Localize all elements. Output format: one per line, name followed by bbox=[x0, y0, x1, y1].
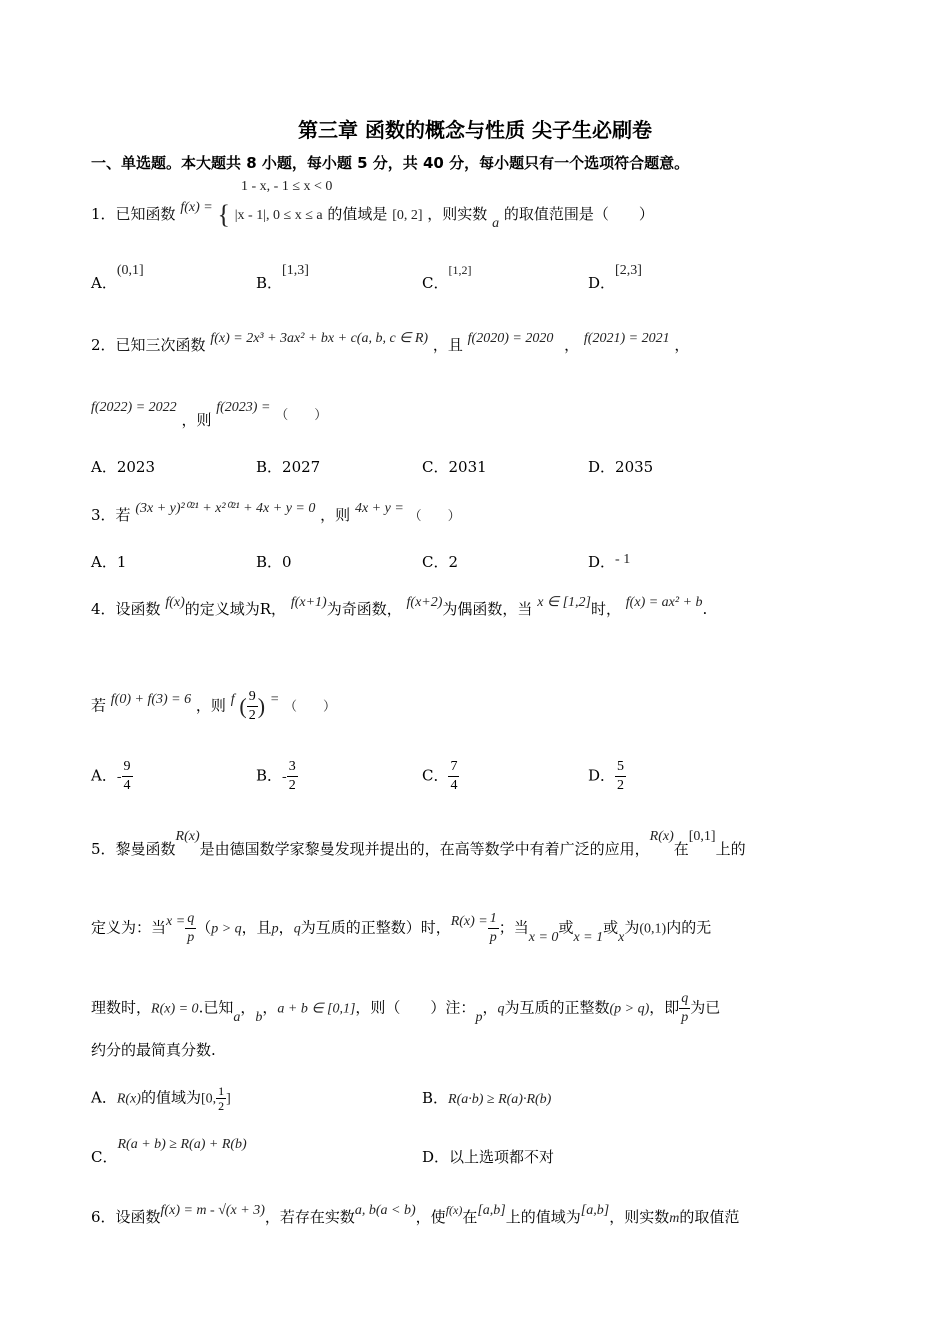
q5-stem-4: 约分的最简真分数. bbox=[91, 1041, 216, 1059]
q5-stem-1: 5．黎曼函数R(x)是由德国数学家黎曼发现并提出的，在高等数学中有着广泛的应用，R(x)在[0,1]上的 bbox=[91, 829, 746, 858]
q5-option-c[interactable]: C．R(a + b) ≥ R(a) + R(b) bbox=[91, 1137, 247, 1166]
section-heading: 一、单选题。本大题共 8 小题，每小题 5 分，共 40 分，每小题只有一个选项符合题意。 bbox=[91, 154, 690, 172]
q4-option-b[interactable]: B．- $\frac{3}{2}$ bbox=[256, 759, 296, 793]
q5-option-a[interactable]: A．R(x)的值域为[0, $\frac{1}{2}$ ] bbox=[91, 1084, 231, 1113]
page-title: 第三章 函数的概念与性质 尖子生必刷卷 bbox=[298, 118, 652, 142]
q5-option-b[interactable]: B．R(a·b) ≥ R(a)·R(b) bbox=[422, 1089, 552, 1107]
q2-option-b[interactable]: B．2027 bbox=[256, 458, 321, 476]
q2-stem: 2．已知三次函数 f(x) = 2x³ + 3ax² + bx + c(a, b, c ∈ R) ，且 f(2020) = 2020 ， f(2021) = 2021 ， bbox=[91, 331, 690, 354]
q2-option-a[interactable]: A．2023 bbox=[91, 458, 156, 476]
q2-option-c[interactable]: C．2031 bbox=[422, 458, 487, 476]
q3-option-a[interactable]: A．1 bbox=[91, 553, 127, 571]
q3-option-d[interactable]: D．- 1 bbox=[588, 552, 631, 571]
q1-option-d[interactable]: D．[2,3] bbox=[588, 263, 642, 292]
q1-option-c[interactable]: C．[1,2] bbox=[422, 263, 472, 292]
q1-stem: 1．已知函数 f(x) = { |x - 1|, 0 ≤ x ≤ a 的值域是 [0, 2] ，则实数 a 的取值范围是（ ） bbox=[91, 200, 654, 231]
q4-option-a[interactable]: A．- $\frac{9}{4}$ bbox=[91, 759, 131, 793]
q5-stem-2: 定义为：当x = $\frac{q}{p}$ （p > q，且p，q为互质的正整数）时，R(x) = $\frac{1}{p}$ ；当x = 0或x = 1或x为(0,1)内的无 bbox=[91, 911, 712, 945]
q4-stem: 4．设函数 f(x)的定义域为R， f(x+1)为奇函数， f(x+2)为偶函数，当 x ∈ [1,2]时， f(x) = ax² + b. bbox=[91, 595, 708, 618]
q1-piece-1: 1 - x, - 1 ≤ x < 0 bbox=[241, 179, 333, 194]
q4-stem-2: 若 f(0) + f(3) = 6 ，则 f ( $\frac{9}{2}$ ) = （ ） bbox=[91, 689, 337, 723]
q5-option-d[interactable]: D．以上选项都不对 bbox=[422, 1148, 555, 1166]
q2-option-d[interactable]: D．2035 bbox=[588, 458, 654, 476]
q6-stem: 6．设函数f(x) = m - √(x + 3)，若存在实数a, b(a < b)，使$^{f(x)}$在[a,b]上的值域为[a,b]，则实数m的取值范 bbox=[91, 1203, 740, 1226]
q3-option-c[interactable]: C．2 bbox=[422, 553, 459, 571]
q3-stem: 3．若 (3x + y)²⁰²¹ + x²⁰²¹ + 4x + y = 0 ，则 4x + y = （ ） bbox=[91, 501, 461, 524]
q4-option-c[interactable]: C． $\frac{7}{4}$ bbox=[422, 759, 458, 793]
q3-option-b[interactable]: B．0 bbox=[256, 553, 292, 571]
q1-option-a[interactable]: A．(0,1] bbox=[91, 263, 144, 292]
q1-option-b[interactable]: B．[1,3] bbox=[256, 263, 309, 292]
q2-stem-2: f(2022) = 2022 ，则 f(2023) = （ ） bbox=[91, 400, 328, 429]
q5-stem-3: 理数时，R(x) = 0.已知a，b，a + b ∈ [0,1]，则（ ）注：p，q为互质的正整数(p > q)，即 $\frac{q}{p}$ 为已 bbox=[91, 991, 721, 1025]
q4-option-d[interactable]: D． $\frac{5}{2}$ bbox=[588, 759, 625, 793]
